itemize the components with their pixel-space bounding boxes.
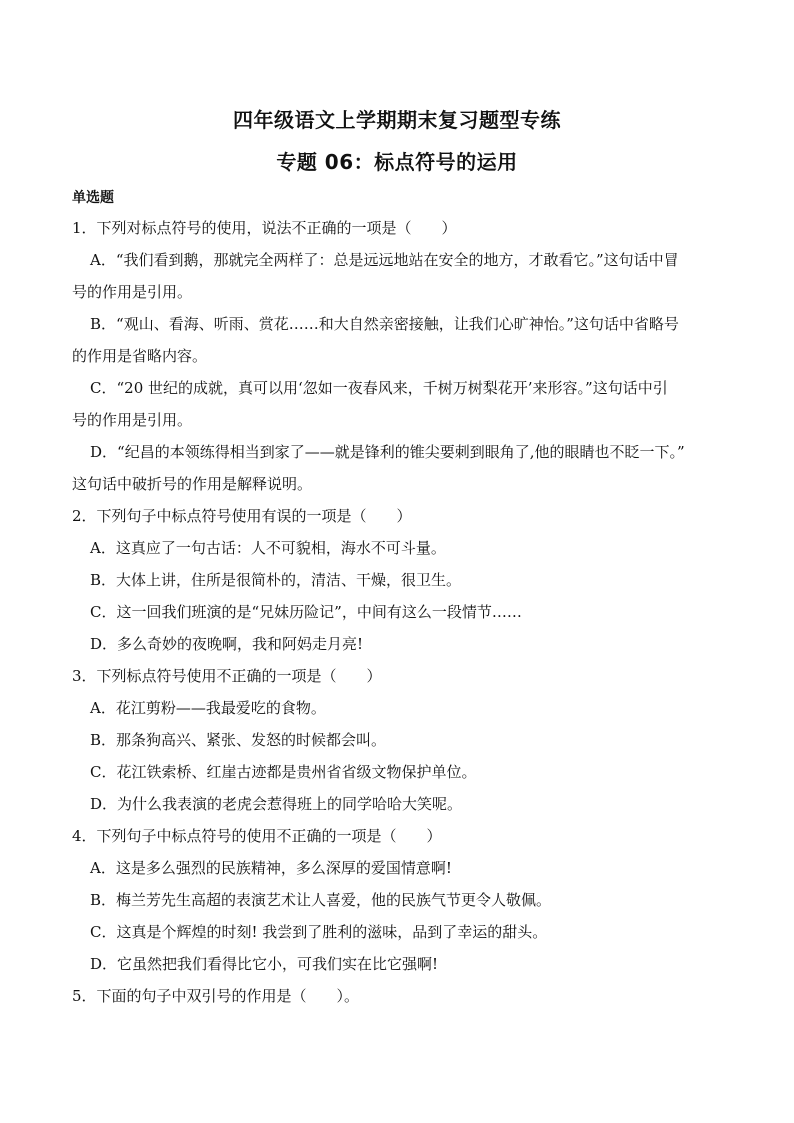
text-continuation: 号的作用是引用。 bbox=[72, 411, 193, 429]
text-continuation: 号的作用是引用。 bbox=[72, 283, 193, 301]
answer-option: C．花江铁索桥、红崖古迹都是贵州省省级文物保护单位。 bbox=[90, 763, 477, 781]
answer-option: C．“20 世纪的成就，真可以用‘忽如一夜春风来，千树万树梨花开’来形容。”这句话中引 bbox=[90, 379, 668, 397]
section-heading: 单选题 bbox=[72, 190, 114, 206]
text-continuation: 的作用是省略内容。 bbox=[72, 347, 208, 365]
question-stem: 1．下列对标点符号的使用，说法不正确的一项是（ ） bbox=[72, 219, 457, 237]
answer-option: C．这真是个辉煌的时刻! 我尝到了胜利的滋味，品到了幸运的甜头。 bbox=[90, 923, 548, 941]
question-list bbox=[72, 212, 724, 1012]
answer-option: D．“纪昌的本领练得相当到家了——就是锋利的锥尖要刺到眼角了,他的眼睛也不眨一下。” bbox=[90, 443, 685, 461]
document-subtitle: 专题 06：标点符号的运用 bbox=[276, 150, 518, 174]
answer-option: B．梅兰芳先生高超的表演艺术让人喜爱，他的民族气节更令人敬佩。 bbox=[90, 891, 552, 909]
document-title: 四年级语文上学期期末复习题型专练 bbox=[233, 108, 561, 132]
answer-option: A．这是多么强烈的民族精神，多么深厚的爱国情意啊! bbox=[90, 859, 452, 877]
answer-option: A．花江剪粉——我最爱吃的食物。 bbox=[90, 699, 326, 717]
answer-option: C．这一回我们班演的是“兄妹历险记”，中间有这么一段情节…… bbox=[90, 603, 522, 621]
answer-option: A．“我们看到鹅，那就完全两样了：总是远远地站在安全的地方，才敢看它。”这句话中冒 bbox=[90, 251, 679, 269]
answer-option: D．为什么我表演的老虎会惹得班上的同学哈哈大笑呢。 bbox=[90, 795, 463, 813]
answer-option: B．大体上讲，住所是很简朴的，清洁、干燥，很卫生。 bbox=[90, 571, 462, 589]
text-continuation: 这句话中破折号的作用是解释说明。 bbox=[72, 475, 313, 493]
answer-option: B．“观山、看海、听雨、赏花……和大自然亲密接触，让我们心旷神怡。”这句话中省略号 bbox=[90, 315, 679, 333]
question-stem: 4．下列句子中标点符号的使用不正确的一项是（ ） bbox=[72, 827, 442, 845]
answer-option: B．那条狗高兴、紧张、发怒的时候都会叫。 bbox=[90, 731, 387, 749]
answer-option: D．它虽然把我们看得比它小，可我们实在比它强啊! bbox=[90, 955, 439, 973]
answer-option: A．这真应了一句古话：人不可貌相，海水不可斗量。 bbox=[90, 539, 446, 557]
question-stem: 5．下面的句子中双引号的作用是（ ）。 bbox=[72, 987, 360, 1005]
question-stem: 3．下列标点符号使用不正确的一项是（ ） bbox=[72, 667, 382, 685]
question-stem: 2．下列句子中标点符号使用有误的一项是（ ） bbox=[72, 507, 412, 525]
answer-option: D．多么奇妙的夜晚啊，我和阿妈走月亮! bbox=[90, 635, 364, 653]
